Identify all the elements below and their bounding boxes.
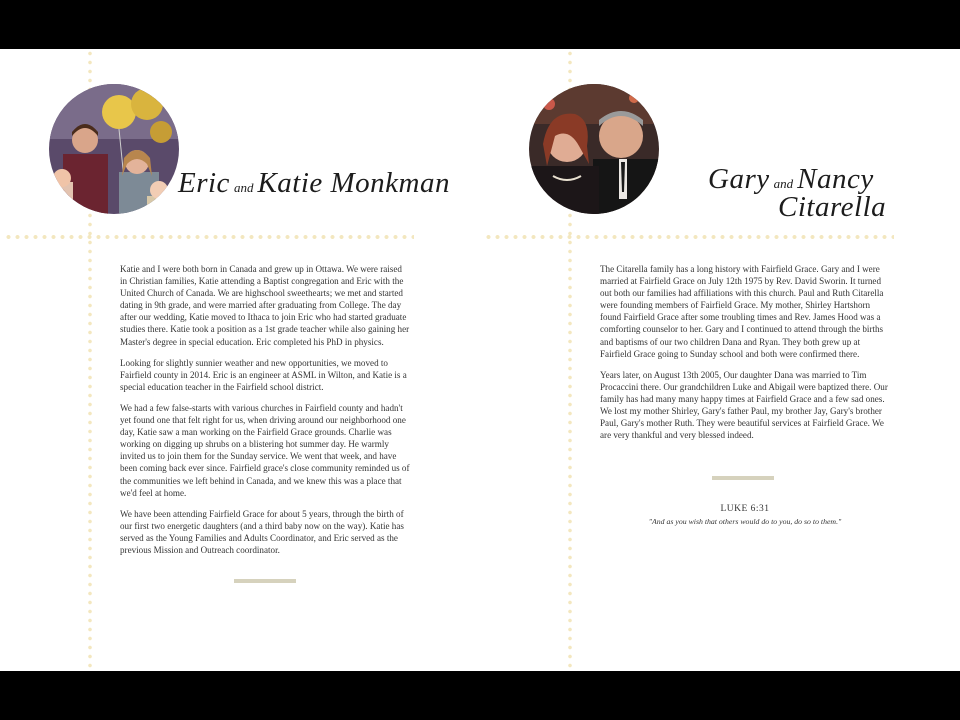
left-divider-rule: [234, 579, 296, 583]
right-story-text: [600, 263, 890, 450]
left-name-and: and: [233, 180, 254, 195]
right-name-and: and: [773, 176, 794, 191]
right-divider-rule: [712, 476, 774, 480]
verse-reference: LUKE 6:31: [720, 504, 770, 514]
right-horizontal-dotted-guide: [484, 235, 894, 239]
left-paragraph-3: We had a few false-starts with various churches in Fairfield county and hadn't yet found one that felt right for us, when driving around our neighborhood one day, Katie saw a man working on the Fairfield Grace grounds. Charlie was working on digging up shrubs on a blistering hot summer day. He warmly invited us to join them for the Sunday service. We went that week, and have been coming back ever since. Fairfield grace's close community reminded us of the communities we left behind in Canada, and we knew this was a place that we'd feel at home.: [120, 402, 410, 498]
left-second-name: Katie Monkman: [257, 167, 450, 199]
scrapbook-spread: [0, 49, 960, 671]
left-story-text: [120, 263, 410, 565]
right-second-name: Nancy: [797, 163, 874, 195]
citarella-couple-photo: [529, 84, 659, 214]
right-paragraph-1: The Citarella family has a long history with Fairfield Grace. Gary and I were married at Fairfield Grace on July 12th 1975 by Rev. David Sworin. It turned out both our families had affiliations with this church. Paul and Ruth Citarella were founding members of Fairfield Grace. My mother, Shirley Hartshorn found Fairfield Grace after some troubling times and Rev. James Hood was a comforting counselor to her. Gary and I continued to attend through the births and baptisms of our two children Dana and Ryan. They both grew up at Fairfield Grace going to Sunday school and both were confirmed there.: [600, 264, 884, 359]
left-paragraph-4: We have been attending Fairfield Grace for about 5 years, through the birth of our first two energetic daughters (and a third baby now on the way). Katie has served as the Young Families and Adults Coordinator, and Eric served as the previous Mission and Outreach coordinator.: [120, 508, 404, 555]
right-couple-names-title-line1: [708, 165, 874, 194]
monkman-family-photo: [49, 84, 179, 214]
left-couple-names-title: [178, 169, 450, 198]
verse-quote: "And as you wish that others would do to you, do so to them.": [648, 517, 842, 526]
right-paragraph-2: Years later, on August 13th 2005, Our daughter Dana was married to Tim Procaccini there. Our grandchildren Luke and Abigail were baptized there. Our family has had many many happy times at Fairfield Grace and a few sad ones. We lost my mother Shirley, Gary's father Paul, my brother Jay, Gary's brother Paul, Gary's mother Ruth. They were beautiful services at Fairfield Grace. We are very thankful and very blessed indeed.: [600, 369, 888, 441]
left-first-name: Eric: [178, 167, 230, 199]
right-surname: Citarella: [778, 191, 887, 223]
right-first-name: Gary: [708, 163, 770, 195]
left-paragraph-2: Looking for slightly sunnier weather and new opportunities, we moved to Fairfield county in 2014. Eric is an engineer at ASML in Wilton, and Katie is a special education teacher in the Fairfield school district.: [120, 357, 407, 392]
left-paragraph-1: Katie and I were both born in Canada and grew up in Ottawa. We were raised in Christian families, Katie attending a Baptist congregation and Eric with the United Church of Canada. We are highschool sweethearts; we met and started dating in 9th grade, and were married after graduating from College. The day after our wedding, Katie moved to Ithaca to join Eric who had started graduate studies there. Katie took a position as a 1st grade teacher while also gaining her Master's degree in special education. Eric completed his PhD in physics.: [120, 264, 410, 347]
right-couple-names-title-line2: [778, 193, 886, 222]
left-horizontal-dotted-guide: [4, 235, 414, 239]
